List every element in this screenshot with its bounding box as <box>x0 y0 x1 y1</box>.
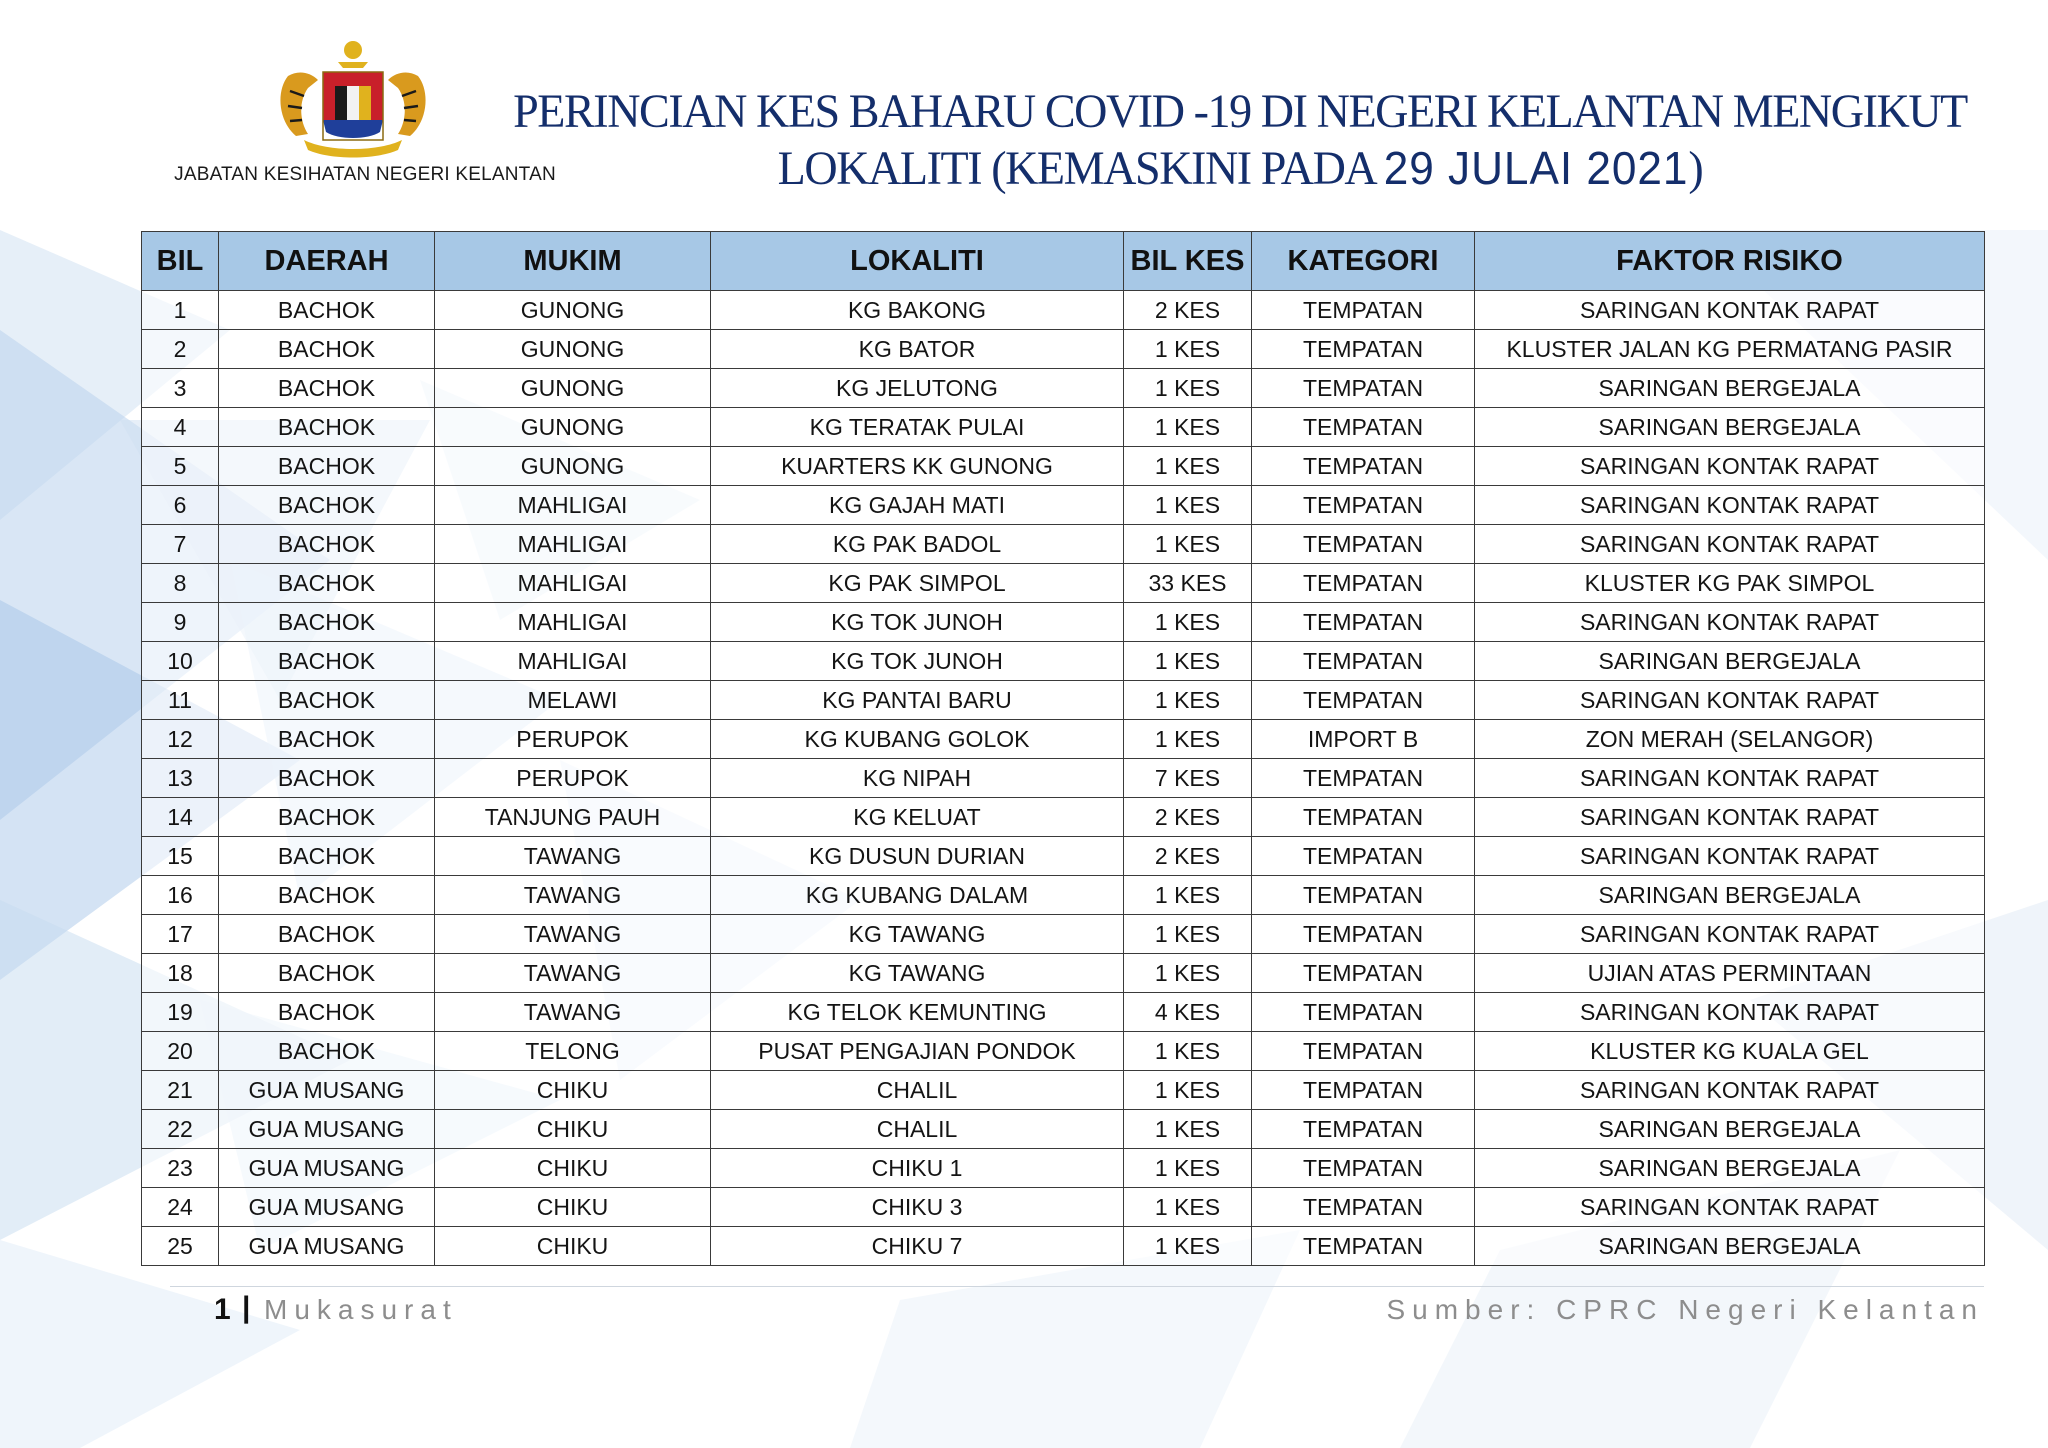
cell-bil: 16 <box>142 876 219 915</box>
cell-bil: 13 <box>142 759 219 798</box>
cell-bil-kes: 1 KES <box>1124 408 1252 447</box>
table-row <box>142 720 1985 759</box>
cell-bil-kes: 2 KES <box>1124 291 1252 330</box>
table-row <box>142 993 1985 1032</box>
cell-bil-kes: 1 KES <box>1124 1149 1252 1188</box>
cell-bil-kes: 2 KES <box>1124 798 1252 837</box>
cell-daerah: BACHOK <box>219 720 435 759</box>
cell-daerah: BACHOK <box>219 681 435 720</box>
cell-lokaliti: KG TAWANG <box>711 915 1124 954</box>
cell-daerah: GUA MUSANG <box>219 1110 435 1149</box>
cell-faktor-risiko: SARINGAN BERGEJALA <box>1475 876 1985 915</box>
cell-mukim: TAWANG <box>435 954 711 993</box>
cell-kategori: TEMPATAN <box>1252 564 1475 603</box>
cell-mukim: MELAWI <box>435 681 711 720</box>
cell-kategori: IMPORT B <box>1252 720 1475 759</box>
cell-kategori: TEMPATAN <box>1252 525 1475 564</box>
table-row <box>142 486 1985 525</box>
cell-bil: 19 <box>142 993 219 1032</box>
cell-bil-kes: 1 KES <box>1124 486 1252 525</box>
cell-bil: 12 <box>142 720 219 759</box>
cell-mukim: MAHLIGAI <box>435 564 711 603</box>
page-separator: | <box>242 1291 251 1324</box>
cell-mukim: CHIKU <box>435 1110 711 1149</box>
cell-bil: 22 <box>142 1110 219 1149</box>
cell-bil-kes: 1 KES <box>1124 1032 1252 1071</box>
cell-bil: 15 <box>142 837 219 876</box>
cell-lokaliti: CHALIL <box>711 1110 1124 1149</box>
cell-kategori: TEMPATAN <box>1252 915 1475 954</box>
cell-kategori: TEMPATAN <box>1252 1227 1475 1266</box>
cell-faktor-risiko: SARINGAN KONTAK RAPAT <box>1475 525 1985 564</box>
cell-bil-kes: 1 KES <box>1124 525 1252 564</box>
cell-bil: 24 <box>142 1188 219 1227</box>
cell-faktor-risiko: KLUSTER JALAN KG PERMATANG PASIR <box>1475 330 1985 369</box>
table-row <box>142 876 1985 915</box>
cell-faktor-risiko: SARINGAN KONTAK RAPAT <box>1475 1071 1985 1110</box>
cell-mukim: GUNONG <box>435 408 711 447</box>
cell-mukim: TAWANG <box>435 993 711 1032</box>
cell-lokaliti: KG KUBANG DALAM <box>711 876 1124 915</box>
cell-bil-kes: 1 KES <box>1124 1110 1252 1149</box>
cell-faktor-risiko: SARINGAN KONTAK RAPAT <box>1475 759 1985 798</box>
cell-kategori: TEMPATAN <box>1252 447 1475 486</box>
column-header-lokaliti: LOKALITI <box>711 232 1124 291</box>
cell-mukim: TELONG <box>435 1032 711 1071</box>
cell-daerah: BACHOK <box>219 564 435 603</box>
table-row <box>142 408 1985 447</box>
cell-kategori: TEMPATAN <box>1252 603 1475 642</box>
cell-daerah: BACHOK <box>219 291 435 330</box>
cell-lokaliti: KG PAK SIMPOL <box>711 564 1124 603</box>
title-date: 29 JULAI 2021 <box>1383 142 1689 194</box>
cell-bil: 5 <box>142 447 219 486</box>
cell-daerah: BACHOK <box>219 954 435 993</box>
source-credit: Sumber: CPRC Negeri Kelantan <box>1386 1294 1984 1325</box>
cell-bil-kes: 1 KES <box>1124 369 1252 408</box>
cell-lokaliti: KG KELUAT <box>711 798 1124 837</box>
coat-of-arms-icon <box>268 36 438 160</box>
cell-bil: 20 <box>142 1032 219 1071</box>
cell-daerah: BACHOK <box>219 447 435 486</box>
cell-kategori: TEMPATAN <box>1252 408 1475 447</box>
table-row <box>142 681 1985 720</box>
cell-kategori: TEMPATAN <box>1252 759 1475 798</box>
cell-mukim: CHIKU <box>435 1188 711 1227</box>
cell-faktor-risiko: SARINGAN BERGEJALA <box>1475 408 1985 447</box>
cell-bil-kes: 1 KES <box>1124 876 1252 915</box>
cell-bil: 1 <box>142 291 219 330</box>
cell-faktor-risiko: SARINGAN BERGEJALA <box>1475 642 1985 681</box>
cell-faktor-risiko: KLUSTER KG PAK SIMPOL <box>1475 564 1985 603</box>
cell-lokaliti: CHALIL <box>711 1071 1124 1110</box>
cell-kategori: TEMPATAN <box>1252 876 1475 915</box>
cell-daerah: BACHOK <box>219 915 435 954</box>
column-header-bil-kes: BIL KES <box>1124 232 1252 291</box>
table-row <box>142 291 1985 330</box>
cell-daerah: BACHOK <box>219 642 435 681</box>
table-row <box>142 1188 1985 1227</box>
cell-bil-kes: 1 KES <box>1124 681 1252 720</box>
cell-faktor-risiko: SARINGAN KONTAK RAPAT <box>1475 447 1985 486</box>
cell-mukim: MAHLIGAI <box>435 525 711 564</box>
cell-lokaliti: KG KUBANG GOLOK <box>711 720 1124 759</box>
cell-daerah: BACHOK <box>219 330 435 369</box>
column-header-bil: BIL <box>142 232 219 291</box>
cell-mukim: MAHLIGAI <box>435 642 711 681</box>
cell-bil: 6 <box>142 486 219 525</box>
cell-faktor-risiko: SARINGAN BERGEJALA <box>1475 1227 1985 1266</box>
column-header-daerah: DAERAH <box>219 232 435 291</box>
cell-daerah: BACHOK <box>219 525 435 564</box>
title-line-2-text: LOKALITI (KEMASKINI PADA <box>777 142 1384 195</box>
cell-daerah: BACHOK <box>219 876 435 915</box>
cell-daerah: BACHOK <box>219 837 435 876</box>
table-row <box>142 1110 1985 1149</box>
cell-lokaliti: KG TOK JUNOH <box>711 642 1124 681</box>
page-number: 1 <box>214 1293 231 1326</box>
cell-bil: 14 <box>142 798 219 837</box>
cell-bil-kes: 1 KES <box>1124 954 1252 993</box>
cell-bil-kes: 1 KES <box>1124 1227 1252 1266</box>
cell-bil-kes: 33 KES <box>1124 564 1252 603</box>
cell-faktor-risiko: SARINGAN KONTAK RAPAT <box>1475 993 1985 1032</box>
cell-kategori: TEMPATAN <box>1252 369 1475 408</box>
cell-kategori: TEMPATAN <box>1252 1071 1475 1110</box>
column-header-faktor-risiko: FAKTOR RISIKO <box>1475 232 1985 291</box>
cell-daerah: BACHOK <box>219 408 435 447</box>
cell-bil-kes: 1 KES <box>1124 330 1252 369</box>
table-row <box>142 915 1985 954</box>
cell-bil: 11 <box>142 681 219 720</box>
cell-bil-kes: 1 KES <box>1124 915 1252 954</box>
cell-daerah: BACHOK <box>219 486 435 525</box>
cell-faktor-risiko: SARINGAN BERGEJALA <box>1475 1149 1985 1188</box>
cell-bil-kes: 4 KES <box>1124 993 1252 1032</box>
cell-faktor-risiko: SARINGAN KONTAK RAPAT <box>1475 603 1985 642</box>
cell-lokaliti: KG TELOK KEMUNTING <box>711 993 1124 1032</box>
table-row <box>142 759 1985 798</box>
cell-lokaliti: CHIKU 7 <box>711 1227 1124 1266</box>
page-title <box>501 84 1979 197</box>
cell-faktor-risiko: KLUSTER KG KUALA GEL <box>1475 1032 1985 1071</box>
cell-kategori: TEMPATAN <box>1252 837 1475 876</box>
cell-lokaliti: KUARTERS KK GUNONG <box>711 447 1124 486</box>
column-header-kategori: KATEGORI <box>1252 232 1475 291</box>
cell-bil: 3 <box>142 369 219 408</box>
cell-bil: 4 <box>142 408 219 447</box>
table-header-row <box>142 232 1985 291</box>
cell-faktor-risiko: SARINGAN KONTAK RAPAT <box>1475 837 1985 876</box>
cell-bil-kes: 1 KES <box>1124 1071 1252 1110</box>
cell-bil-kes: 2 KES <box>1124 837 1252 876</box>
cell-faktor-risiko: SARINGAN BERGEJALA <box>1475 369 1985 408</box>
cell-mukim: TAWANG <box>435 837 711 876</box>
cell-mukim: PERUPOK <box>435 759 711 798</box>
table-row <box>142 603 1985 642</box>
cell-bil-kes: 1 KES <box>1124 603 1252 642</box>
cell-bil: 21 <box>142 1071 219 1110</box>
cell-lokaliti: KG TAWANG <box>711 954 1124 993</box>
cell-bil-kes: 1 KES <box>1124 447 1252 486</box>
cell-faktor-risiko: SARINGAN KONTAK RAPAT <box>1475 915 1985 954</box>
cell-bil-kes: 1 KES <box>1124 1188 1252 1227</box>
cell-daerah: BACHOK <box>219 798 435 837</box>
cell-bil-kes: 7 KES <box>1124 759 1252 798</box>
footer-divider <box>170 1286 1984 1287</box>
cell-mukim: GUNONG <box>435 330 711 369</box>
cell-daerah: GUA MUSANG <box>219 1227 435 1266</box>
cell-mukim: CHIKU <box>435 1071 711 1110</box>
department-name: JABATAN KESIHATAN NEGERI KELANTAN <box>174 164 556 185</box>
cell-bil: 17 <box>142 915 219 954</box>
cell-mukim: TAWANG <box>435 876 711 915</box>
cell-faktor-risiko: SARINGAN BERGEJALA <box>1475 1110 1985 1149</box>
cases-table <box>141 231 1985 1266</box>
cell-lokaliti: CHIKU 1 <box>711 1149 1124 1188</box>
table-body <box>142 291 1985 1266</box>
cell-bil-kes: 1 KES <box>1124 642 1252 681</box>
cell-daerah: BACHOK <box>219 993 435 1032</box>
title-line-1: PERINCIAN KES BAHARU COVID -19 DI NEGERI KELANTAN MENGIKUT <box>513 85 1967 138</box>
cell-kategori: TEMPATAN <box>1252 291 1475 330</box>
cell-lokaliti: KG JELUTONG <box>711 369 1124 408</box>
table-row <box>142 1032 1985 1071</box>
cell-kategori: TEMPATAN <box>1252 798 1475 837</box>
table-row <box>142 369 1985 408</box>
cell-mukim: TANJUNG PAUH <box>435 798 711 837</box>
table-row <box>142 1227 1985 1266</box>
cell-faktor-risiko: SARINGAN KONTAK RAPAT <box>1475 291 1985 330</box>
cell-mukim: TAWANG <box>435 915 711 954</box>
cell-mukim: GUNONG <box>435 291 711 330</box>
cell-bil: 25 <box>142 1227 219 1266</box>
cell-daerah: BACHOK <box>219 1032 435 1071</box>
cell-daerah: BACHOK <box>219 759 435 798</box>
cell-faktor-risiko: ZON MERAH (SELANGOR) <box>1475 720 1985 759</box>
cell-kategori: TEMPATAN <box>1252 681 1475 720</box>
table-row <box>142 1071 1985 1110</box>
cell-lokaliti: CHIKU 3 <box>711 1188 1124 1227</box>
cell-mukim: CHIKU <box>435 1227 711 1266</box>
cell-faktor-risiko: UJIAN ATAS PERMINTAAN <box>1475 954 1985 993</box>
title-line-2 <box>501 140 1979 197</box>
cell-mukim: PERUPOK <box>435 720 711 759</box>
cell-kategori: TEMPATAN <box>1252 1188 1475 1227</box>
title-close: ) <box>1688 142 1703 195</box>
page-label: Mukasurat <box>264 1294 458 1325</box>
table-row <box>142 564 1985 603</box>
table-row <box>142 642 1985 681</box>
cell-daerah: GUA MUSANG <box>219 1071 435 1110</box>
cell-mukim: GUNONG <box>435 369 711 408</box>
table-row <box>142 525 1985 564</box>
cell-lokaliti: PUSAT PENGAJIAN PONDOK <box>711 1032 1124 1071</box>
cell-bil: 23 <box>142 1149 219 1188</box>
cell-kategori: TEMPATAN <box>1252 954 1475 993</box>
cell-kategori: TEMPATAN <box>1252 993 1475 1032</box>
cell-lokaliti: KG TOK JUNOH <box>711 603 1124 642</box>
cell-bil: 9 <box>142 603 219 642</box>
table-row <box>142 798 1985 837</box>
cell-faktor-risiko: SARINGAN KONTAK RAPAT <box>1475 486 1985 525</box>
cell-bil: 2 <box>142 330 219 369</box>
cell-lokaliti: KG NIPAH <box>711 759 1124 798</box>
table-row <box>142 954 1985 993</box>
cell-bil: 18 <box>142 954 219 993</box>
cell-kategori: TEMPATAN <box>1252 1032 1475 1071</box>
cell-mukim: MAHLIGAI <box>435 486 711 525</box>
cell-bil-kes: 1 KES <box>1124 720 1252 759</box>
table-row <box>142 837 1985 876</box>
cell-kategori: TEMPATAN <box>1252 1149 1475 1188</box>
cell-kategori: TEMPATAN <box>1252 642 1475 681</box>
cell-mukim: CHIKU <box>435 1149 711 1188</box>
cell-lokaliti: KG BATOR <box>711 330 1124 369</box>
cell-kategori: TEMPATAN <box>1252 1110 1475 1149</box>
cell-lokaliti: KG GAJAH MATI <box>711 486 1124 525</box>
cell-lokaliti: KG TERATAK PULAI <box>711 408 1124 447</box>
cell-mukim: GUNONG <box>435 447 711 486</box>
cell-bil: 10 <box>142 642 219 681</box>
cell-faktor-risiko: SARINGAN KONTAK RAPAT <box>1475 681 1985 720</box>
column-header-mukim: MUKIM <box>435 232 711 291</box>
cell-bil: 7 <box>142 525 219 564</box>
cell-kategori: TEMPATAN <box>1252 330 1475 369</box>
table-row <box>142 1149 1985 1188</box>
table-row <box>142 330 1985 369</box>
cell-faktor-risiko: SARINGAN KONTAK RAPAT <box>1475 1188 1985 1227</box>
cell-bil: 8 <box>142 564 219 603</box>
table-row <box>142 447 1985 486</box>
cell-daerah: GUA MUSANG <box>219 1149 435 1188</box>
cell-lokaliti: KG DUSUN DURIAN <box>711 837 1124 876</box>
cell-kategori: TEMPATAN <box>1252 486 1475 525</box>
cell-daerah: BACHOK <box>219 603 435 642</box>
cell-faktor-risiko: SARINGAN KONTAK RAPAT <box>1475 798 1985 837</box>
cell-daerah: BACHOK <box>219 369 435 408</box>
cell-lokaliti: KG PANTAI BARU <box>711 681 1124 720</box>
cell-lokaliti: KG BAKONG <box>711 291 1124 330</box>
cell-mukim: MAHLIGAI <box>435 603 711 642</box>
cell-lokaliti: KG PAK BADOL <box>711 525 1124 564</box>
cell-daerah: GUA MUSANG <box>219 1188 435 1227</box>
